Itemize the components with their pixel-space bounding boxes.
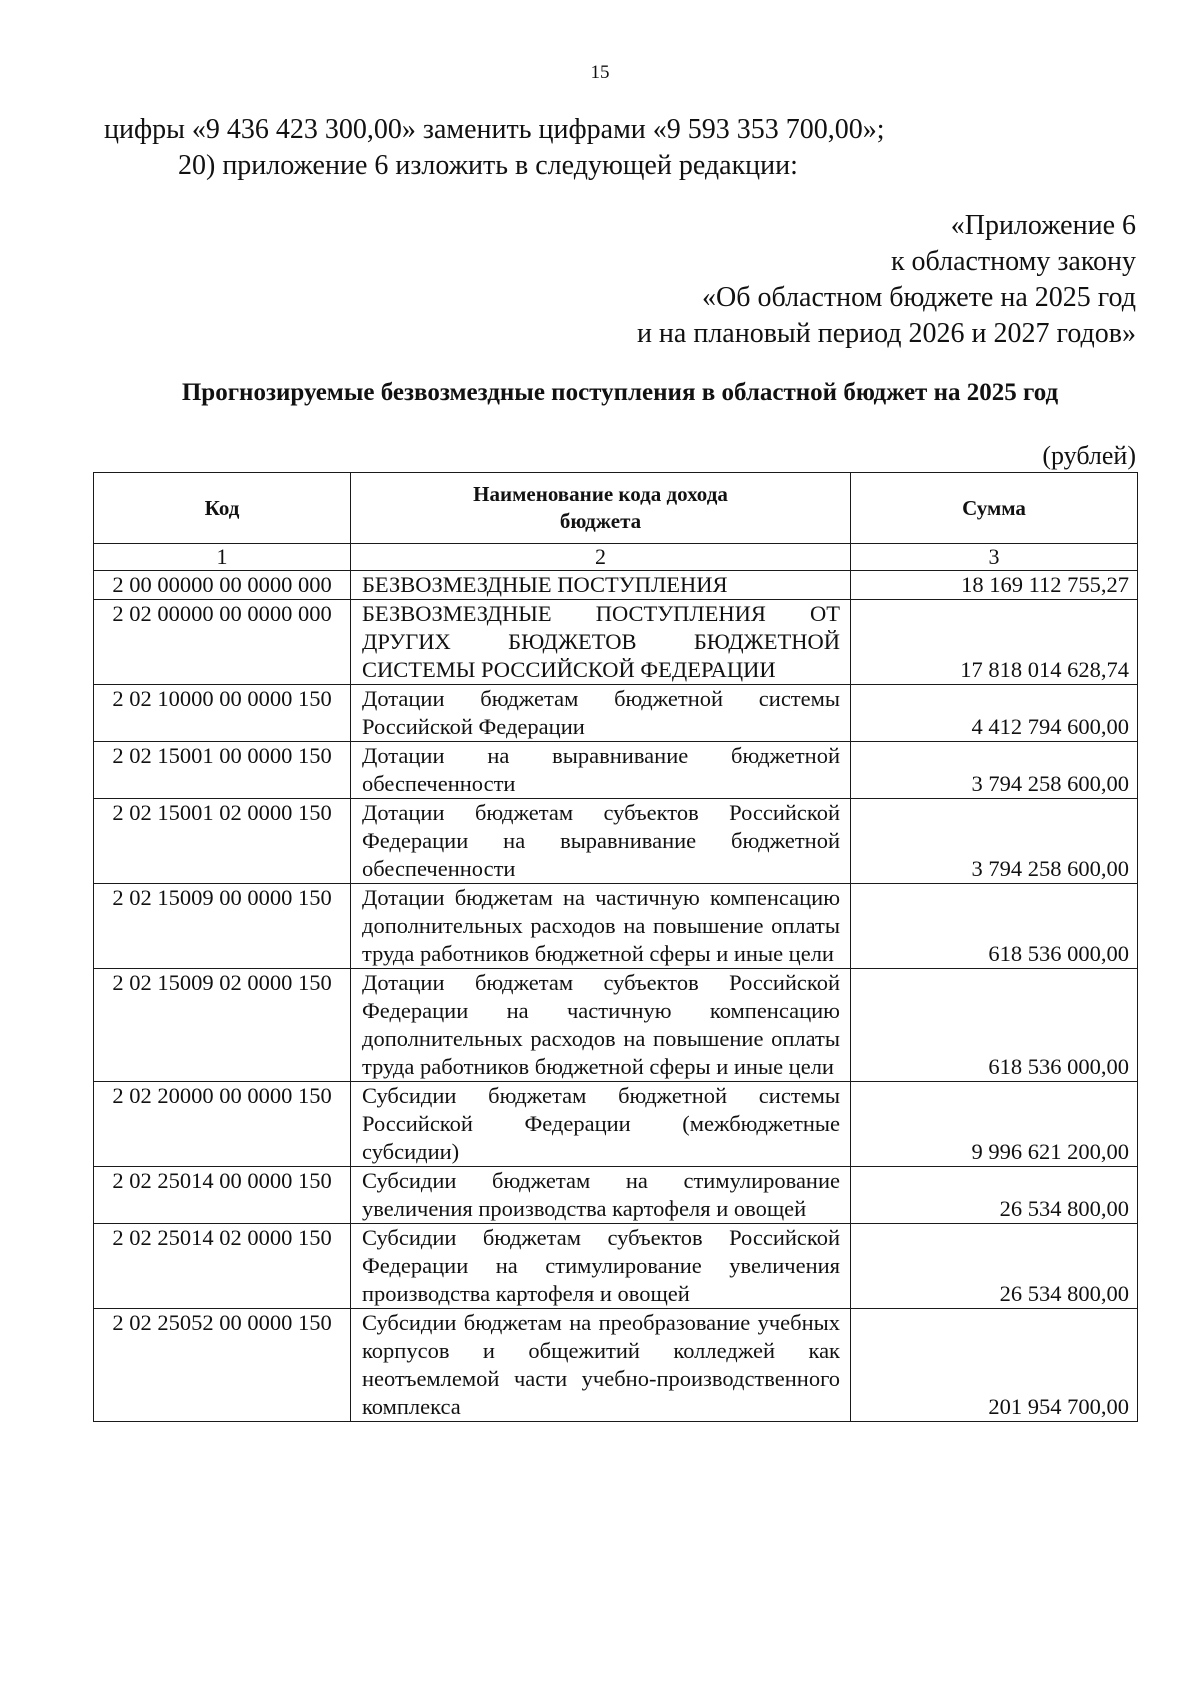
header-code: Код bbox=[94, 473, 351, 544]
appendix-line-1: «Приложение 6 bbox=[950, 210, 1136, 241]
appendix-line-4: и на плановый период 2026 и 2027 годов» bbox=[636, 318, 1136, 349]
row-code: 2 02 25052 00 0000 150 bbox=[94, 1309, 351, 1422]
header-name-line-2: бюджета bbox=[559, 509, 642, 533]
row-code: 2 02 15001 00 0000 150 bbox=[94, 742, 351, 799]
row-code: 2 02 10000 00 0000 150 bbox=[94, 685, 351, 742]
table-row bbox=[94, 600, 1138, 685]
row-code: 2 02 25014 02 0000 150 bbox=[94, 1224, 351, 1309]
row-name: БЕЗВОЗМЕЗДНЫЕ ПОСТУПЛЕНИЯ bbox=[351, 571, 851, 600]
table-row bbox=[94, 1082, 1138, 1167]
table-row bbox=[94, 742, 1138, 799]
table-row bbox=[94, 969, 1138, 1082]
row-name: Субсидии бюджетам субъектов Российской Федерации на стимулирование увеличения производства картофеля и овощей bbox=[351, 1224, 851, 1309]
appendix-header bbox=[436, 208, 1136, 352]
table-row bbox=[94, 799, 1138, 884]
appendix-line-2: к областному закону bbox=[890, 246, 1136, 277]
row-name: Субсидии бюджетам бюджетной системы Российской Федерации (межбюджетные субсидии) bbox=[351, 1082, 851, 1167]
page-number: 15 bbox=[590, 62, 610, 83]
row-amount: 618 536 000,00 bbox=[851, 969, 1138, 1082]
row-amount: 18 169 112 755,27 bbox=[851, 571, 1138, 600]
header-name bbox=[351, 473, 851, 544]
table-row bbox=[94, 1167, 1138, 1224]
column-number-1: 1 bbox=[94, 544, 351, 571]
row-code: 2 02 15001 02 0000 150 bbox=[94, 799, 351, 884]
row-amount: 26 534 800,00 bbox=[851, 1224, 1138, 1309]
table-title: Прогнозируемые безвозмездные поступления в областной бюджет на 2025 год bbox=[181, 379, 1059, 406]
units-label: (рублей) bbox=[1042, 441, 1136, 470]
column-number-2: 2 bbox=[351, 544, 851, 571]
table-row bbox=[94, 685, 1138, 742]
row-name: Дотации бюджетам на частичную компенсацию дополнительных расходов на повышение оплаты труда работников бюджетной сферы и иные цели bbox=[351, 884, 851, 969]
row-amount: 26 534 800,00 bbox=[851, 1167, 1138, 1224]
row-name: Субсидии бюджетам на преобразование учебных корпусов и общежитий колледжей как неотъемлемой части учебно-производственного комплекса bbox=[351, 1309, 851, 1422]
row-amount: 17 818 014 628,74 bbox=[851, 600, 1138, 685]
intro-line-1: цифры «9 436 423 300,00» заменить цифрами «9 593 353 700,00»; bbox=[104, 114, 885, 145]
table-row bbox=[94, 1309, 1138, 1422]
row-amount: 4 412 794 600,00 bbox=[851, 685, 1138, 742]
row-name: БЕЗВОЗМЕЗДНЫЕ ПОСТУПЛЕНИЯ ОТ ДРУГИХ БЮДЖЕТОВ БЮДЖЕТНОЙ СИСТЕМЫ РОССИЙСКОЙ ФЕДЕРАЦИИ bbox=[351, 600, 851, 685]
intro-text bbox=[104, 112, 1144, 184]
intro-line-2: 20) приложение 6 изложить в следующей редакции: bbox=[178, 150, 798, 181]
row-code: 2 02 20000 00 0000 150 bbox=[94, 1082, 351, 1167]
table-row bbox=[94, 1224, 1138, 1309]
row-amount: 618 536 000,00 bbox=[851, 884, 1138, 969]
table-row bbox=[94, 571, 1138, 600]
row-code: 2 02 25014 00 0000 150 bbox=[94, 1167, 351, 1224]
row-amount: 3 794 258 600,00 bbox=[851, 799, 1138, 884]
row-code: 2 00 00000 00 0000 000 bbox=[94, 571, 351, 600]
column-number-3: 3 bbox=[851, 544, 1138, 571]
row-name: Дотации бюджетам субъектов Российской Федерации на частичную компенсацию дополнительных расходов на повышение оплаты труда работников бюджетной сферы и иные цели bbox=[351, 969, 851, 1082]
row-name: Дотации бюджетам бюджетной системы Российской Федерации bbox=[351, 685, 851, 742]
column-number-row bbox=[94, 544, 1138, 571]
row-amount: 9 996 621 200,00 bbox=[851, 1082, 1138, 1167]
row-name: Дотации бюджетам субъектов Российской Федерации на выравнивание бюджетной обеспеченности bbox=[351, 799, 851, 884]
budget-table bbox=[93, 472, 1138, 1422]
row-code: 2 02 00000 00 0000 000 bbox=[94, 600, 351, 685]
appendix-line-3: «Об областном бюджете на 2025 год bbox=[702, 282, 1136, 313]
row-name: Дотации на выравнивание бюджетной обеспеченности bbox=[351, 742, 851, 799]
row-code: 2 02 15009 02 0000 150 bbox=[94, 969, 351, 1082]
header-name-line-1: Наименование кода дохода bbox=[473, 482, 728, 506]
table-row bbox=[94, 884, 1138, 969]
row-amount: 3 794 258 600,00 bbox=[851, 742, 1138, 799]
header-amount: Сумма bbox=[851, 473, 1138, 544]
row-code: 2 02 15009 00 0000 150 bbox=[94, 884, 351, 969]
row-amount: 201 954 700,00 bbox=[851, 1309, 1138, 1422]
header-row bbox=[94, 473, 1138, 544]
row-name: Субсидии бюджетам на стимулирование увеличения производства картофеля и овощей bbox=[351, 1167, 851, 1224]
